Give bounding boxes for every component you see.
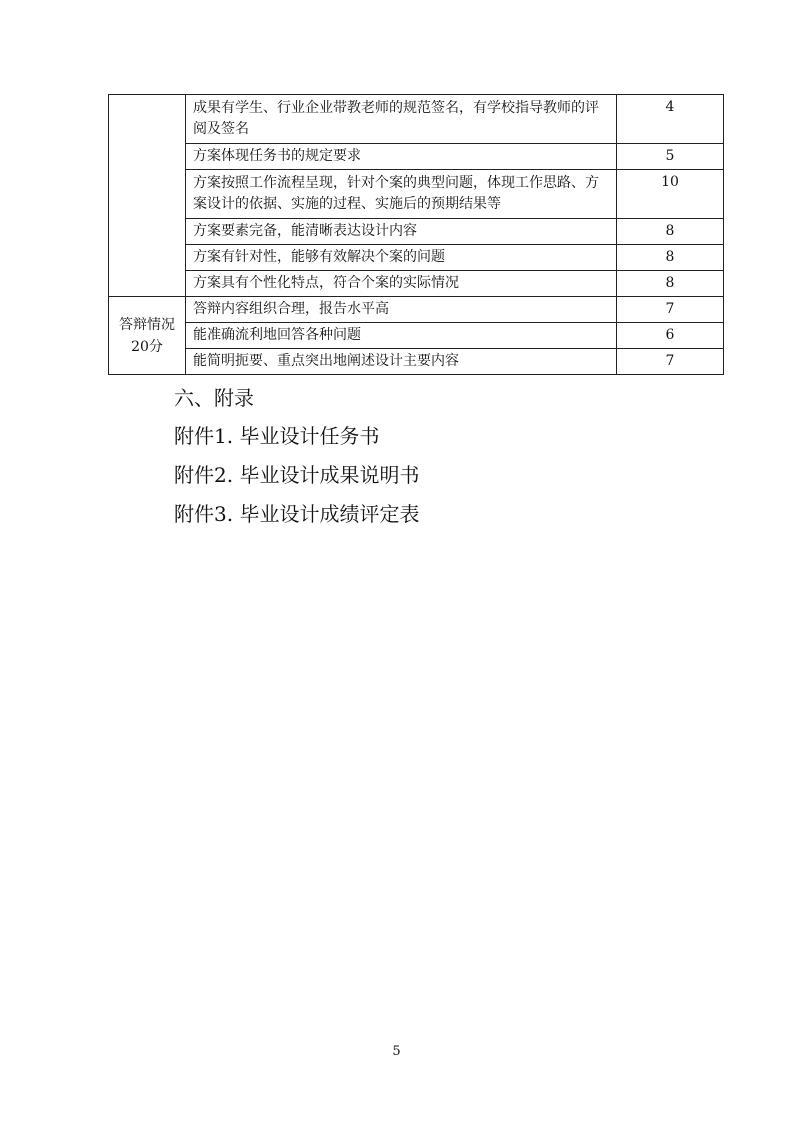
score-cell: 8 [617,219,724,245]
criterion-cell: 方案要素完备，能清晰表达设计内容 [186,219,617,245]
criterion-cell: 答辩内容组织合理，报告水平高 [186,297,617,323]
category-points: 20分 [131,338,163,355]
appendix-section [174,382,419,534]
score-cell: 8 [617,271,724,297]
criterion-cell: 方案体现任务书的规定要求 [186,144,617,170]
score-cell: 5 [617,144,724,170]
appendix-item: 附件3. 毕业设计成绩评定表 [174,502,420,526]
criterion-cell: 成果有学生、行业企业带教老师的规范签名，有学校指导教师的评阅及签名 [186,95,617,144]
table-row [109,271,724,297]
table-row [109,349,724,375]
criterion-cell: 能简明扼要、重点突出地阐述设计主要内容 [186,349,617,375]
scoring-table [108,94,724,375]
category-label: 答辩情况 [119,316,175,333]
table-row [109,144,724,170]
score-cell: 6 [617,323,724,349]
table-row [109,95,724,144]
table-row [109,245,724,271]
table-row [109,170,724,219]
criterion-cell: 方案按照工作流程呈现，针对个案的典型问题，体现工作思路、方案设计的依据、实施的过程、实施后的预期结果等 [186,170,617,219]
table-row [109,323,724,349]
score-cell: 10 [617,170,724,219]
table-row [109,219,724,245]
criterion-cell: 能准确流利地回答各种问题 [186,323,617,349]
appendix-heading: 六、附录 [174,386,254,410]
score-cell: 7 [617,297,724,323]
category-cell-blank [109,95,186,297]
page-number: 5 [392,1044,401,1059]
appendix-item: 附件1. 毕业设计任务书 [174,424,380,448]
table-row [109,297,724,323]
criterion-cell: 方案有针对性，能够有效解决个案的问题 [186,245,617,271]
score-cell: 7 [617,349,724,375]
score-cell: 4 [617,95,724,144]
defense-category-cell [109,297,186,375]
criterion-cell: 方案具有个性化特点，符合个案的实际情况 [186,271,617,297]
score-cell: 8 [617,245,724,271]
appendix-item: 附件2. 毕业设计成果说明书 [174,463,420,487]
